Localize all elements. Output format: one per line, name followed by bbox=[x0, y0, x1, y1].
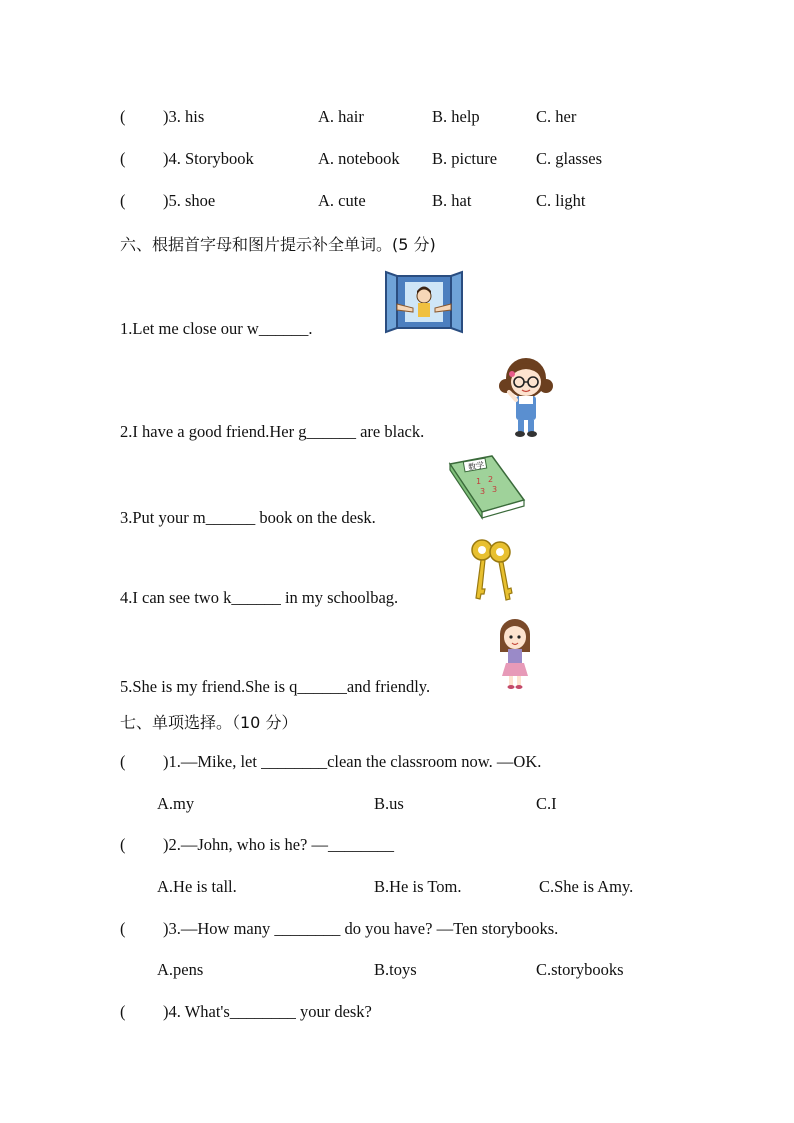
sentence-text: and friendly. bbox=[346, 677, 431, 696]
answer-blank[interactable]: ______ bbox=[306, 422, 356, 441]
option-a[interactable]: A.pens bbox=[157, 960, 204, 979]
fill-sentence-5 bbox=[120, 677, 430, 697]
question-word: )3. his bbox=[163, 107, 205, 126]
question-stem: )4. What's________ your desk? bbox=[163, 1002, 372, 1021]
answer-paren[interactable]: ( bbox=[120, 149, 126, 168]
question-stem: )3.—How many ________ do you have? —Ten storybooks. bbox=[163, 919, 559, 938]
option-b[interactable]: B.He is Tom. bbox=[374, 877, 462, 896]
sentence-text: 2.I have a good friend.Her g bbox=[120, 422, 307, 441]
option-a[interactable]: A.He is tall. bbox=[157, 877, 237, 896]
girl-picture bbox=[495, 618, 535, 690]
question-stem: )1.—Mike, let ________clean the classroom now. —OK. bbox=[163, 752, 542, 771]
question-stem: )2.—John, who is he? —________ bbox=[163, 835, 394, 854]
question-word: )5. shoe bbox=[163, 191, 216, 210]
answer-paren[interactable]: ( bbox=[120, 919, 126, 938]
option-c[interactable]: C.storybooks bbox=[536, 960, 624, 979]
option-a: A. notebook bbox=[318, 149, 400, 168]
sentence-text: in my schoolbag. bbox=[280, 588, 399, 607]
answer-paren[interactable]: ( bbox=[120, 1002, 126, 1021]
option-b: B. picture bbox=[432, 149, 498, 168]
sentence-text: 3.Put your m bbox=[120, 508, 206, 527]
option-c: C. light bbox=[536, 191, 586, 210]
option-c[interactable]: C.She is Amy. bbox=[539, 877, 634, 896]
sentence-text: book on the desk. bbox=[255, 508, 376, 527]
option-b: B. help bbox=[432, 107, 480, 126]
option-a: A. hair bbox=[318, 107, 364, 126]
answer-paren[interactable]: ( bbox=[120, 752, 126, 771]
option-a: A. cute bbox=[318, 191, 366, 210]
book-number: 1 bbox=[476, 477, 482, 486]
fill-sentence-4 bbox=[120, 588, 398, 608]
sentence-text: are black. bbox=[355, 422, 425, 441]
answer-paren[interactable]: ( bbox=[120, 835, 126, 854]
sentence-text: . bbox=[308, 319, 313, 338]
section7-heading: 七、单项选择。（10 分） bbox=[120, 713, 298, 732]
answer-paren[interactable]: ( bbox=[120, 191, 126, 210]
book-number: 3 bbox=[480, 487, 486, 496]
option-c: C. her bbox=[536, 107, 577, 126]
sentence-text: 4.I can see two k bbox=[120, 588, 232, 607]
question-word: )4. Storybook bbox=[163, 149, 254, 168]
fill-sentence-1 bbox=[120, 319, 312, 339]
book-number: 3 bbox=[492, 485, 498, 494]
girl-with-glasses-picture bbox=[497, 352, 555, 438]
option-a[interactable]: A.my bbox=[157, 794, 195, 813]
keys-picture bbox=[466, 538, 518, 604]
window-picture bbox=[383, 270, 465, 334]
fill-sentence-2 bbox=[120, 422, 424, 442]
answer-blank[interactable]: ______ bbox=[231, 588, 281, 607]
answer-blank[interactable]: ______ bbox=[205, 508, 256, 527]
math-book-picture bbox=[446, 454, 526, 520]
option-c[interactable]: C.I bbox=[536, 794, 557, 813]
answer-blank[interactable]: ______ bbox=[297, 677, 347, 696]
book-title: 数学 bbox=[467, 460, 485, 473]
book-number: 2 bbox=[488, 475, 494, 484]
option-c: C. glasses bbox=[536, 149, 602, 168]
option-b: B. hat bbox=[432, 191, 472, 210]
section6-heading: 六、根据首字母和图片提示补全单词。(5 分) bbox=[120, 235, 436, 254]
sentence-text: 5.She is my friend.She is q bbox=[120, 677, 298, 696]
fill-sentence-3 bbox=[120, 508, 376, 528]
option-b[interactable]: B.toys bbox=[374, 960, 417, 979]
option-b[interactable]: B.us bbox=[374, 794, 404, 813]
answer-paren[interactable]: ( bbox=[120, 107, 126, 126]
sentence-text: 1.Let me close our w bbox=[120, 319, 259, 338]
answer-blank[interactable]: ______ bbox=[258, 319, 309, 338]
